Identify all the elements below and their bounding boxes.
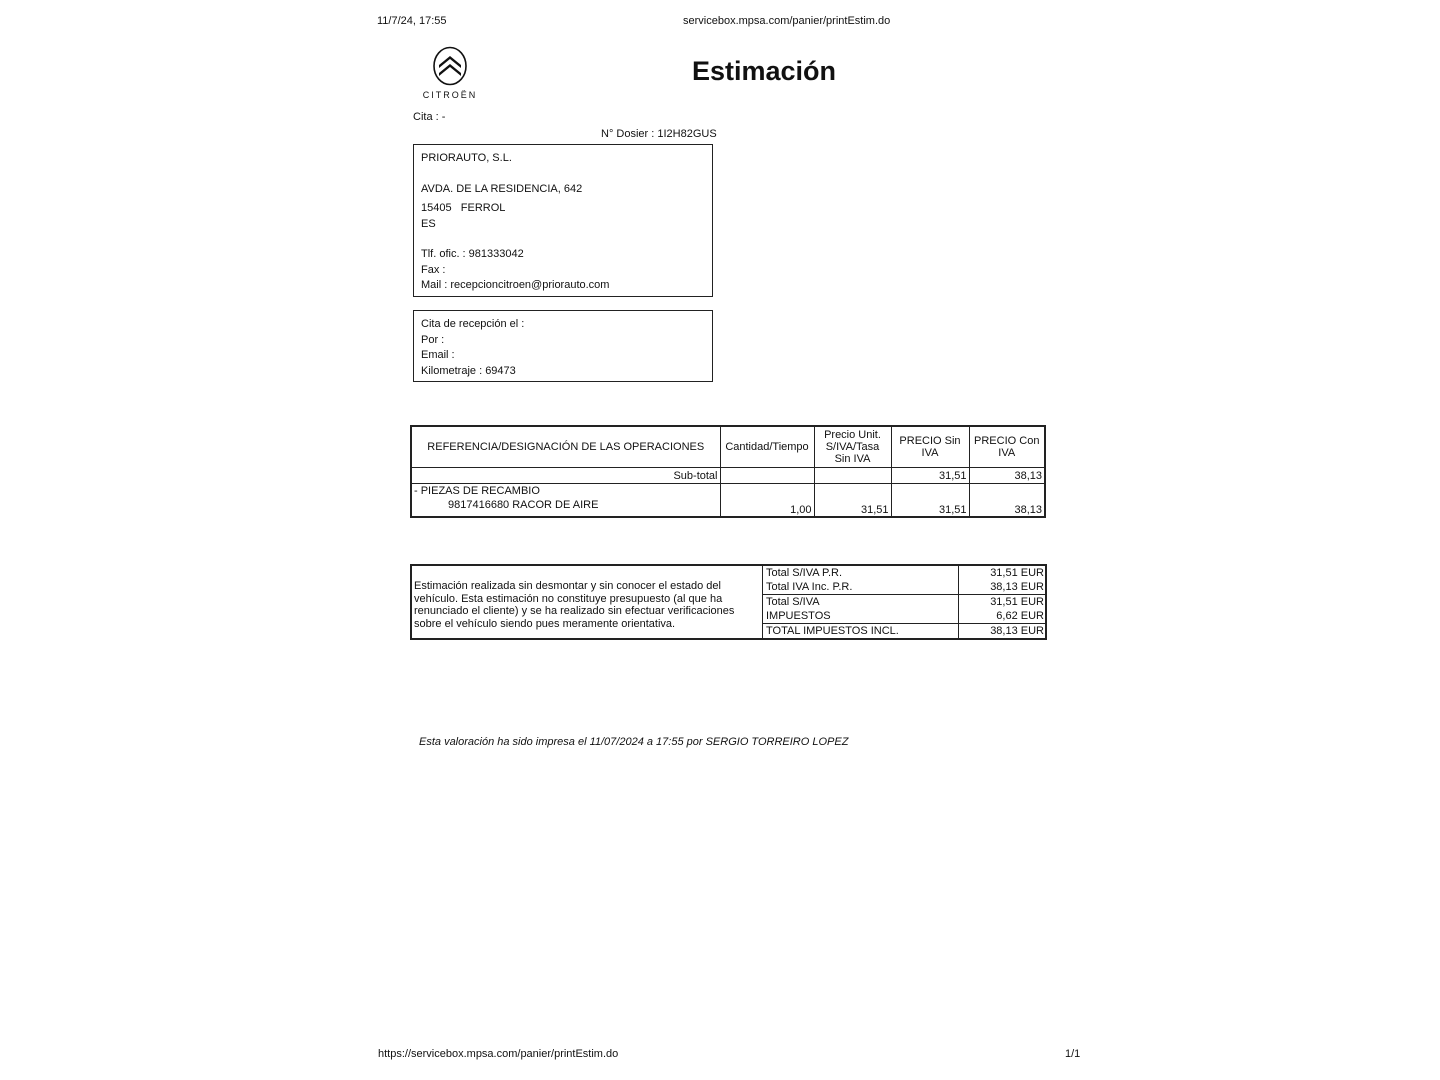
dealer-address: AVDA. DE LA RESIDENCIA, 642 (421, 182, 583, 195)
print-datetime: 11/7/24, 17:55 (377, 15, 447, 27)
totals-row (763, 566, 1048, 580)
total-value: 6,62 EUR (996, 609, 1044, 622)
appointment-reception: Cita de recepción el : (421, 318, 525, 330)
appointment-mileage: Kilometraje : 69473 (421, 364, 516, 377)
subtotal-label: Sub-total (411, 468, 720, 484)
total-label: Total IVA Inc. P.R. (763, 580, 959, 595)
header-ref: REFERENCIA/DESIGNACIÓN DE LAS OPERACIONES (411, 426, 720, 468)
item-price-no-vat: 31,51 (891, 484, 969, 518)
total-value: 38,13 EUR (990, 580, 1044, 593)
dealer-postal-city: 15405 FERROL (421, 202, 506, 214)
header-unit-price: Precio Unit. S/IVA/Tasa Sin IVA (814, 426, 891, 468)
subtotal-row (411, 468, 1045, 484)
total-label: Total S/IVA (763, 594, 959, 609)
disclaimer-text: Estimación realizada sin desmontar y sin conocer el estado del vehículo. Esta estimación no constituye presupuesto (al que ha renunciado el cliente) y se ha realizado sin efectuar verificaciones sobre el vehículo siendo pues meramente orientativa. (414, 580, 735, 630)
item-price-vat: 38,13 (969, 484, 1045, 518)
cita-label: Cita : - (413, 111, 446, 123)
dealer-mail: Mail : recepcioncitroen@priorauto.com (421, 279, 610, 291)
appointment-email: Email : (421, 349, 455, 361)
print-header-url: servicebox.mpsa.com/panier/printEstim.do (683, 15, 891, 27)
print-footer-url: https://servicebox.mpsa.com/panier/printEstim.do (378, 1048, 619, 1060)
dealer-name: PRIORAUTO, S.L. (421, 152, 512, 164)
totals-table (762, 566, 1047, 638)
dealer-box (413, 144, 713, 297)
citroen-logo (418, 46, 482, 100)
item-row (411, 484, 1045, 518)
total-label: Total S/IVA P.R. (763, 566, 959, 580)
dealer-phone: Tlf. ofic. : 981333042 (421, 248, 524, 260)
page-number: 1/1 (1065, 1048, 1081, 1060)
totals-row (763, 623, 1048, 638)
operations-table (410, 425, 1046, 518)
header-price-no-vat: PRECIO Sin IVA (891, 426, 969, 468)
appointment-by: Por : (421, 333, 445, 346)
section-label: - PIEZAS DE RECAMBIO (414, 485, 540, 497)
dealer-country: ES (421, 217, 436, 230)
print-note: Esta valoración ha sido impresa el 11/07/2024 a 17:55 por SERGIO TORREIRO LOPEZ (419, 736, 849, 748)
item-qty: 1,00 (720, 484, 814, 518)
total-value: 38,13 EUR (958, 623, 1047, 638)
subtotal-price-no-vat: 31,51 (891, 468, 969, 484)
item-designation: 9817416680 RACOR DE AIRE (448, 499, 599, 511)
subtotal-price-vat: 38,13 (969, 468, 1045, 484)
brand-name: CITROËN (422, 90, 478, 100)
citroen-chevrons-logo-icon (432, 46, 468, 86)
totals-row (763, 580, 1048, 595)
total-label: IMPUESTOS (763, 609, 959, 624)
total-label: TOTAL IMPUESTOS INCL. (763, 623, 959, 638)
totals-row (763, 609, 1048, 624)
total-value: 31,51 EUR (958, 594, 1047, 609)
item-unit-price: 31,51 (814, 484, 891, 518)
dosier-number: N° Dosier : 1I2H82GUS (601, 128, 717, 140)
totals-block (410, 564, 1047, 640)
header-qty: Cantidad/Tiempo (720, 426, 814, 468)
appointment-box (413, 310, 713, 382)
header-price-vat: PRECIO Con IVA (969, 426, 1045, 468)
total-value: 31,51 EUR (990, 566, 1044, 579)
page-title: Estimación (692, 56, 837, 86)
dealer-fax: Fax : (421, 263, 446, 276)
totals-row (763, 594, 1048, 609)
